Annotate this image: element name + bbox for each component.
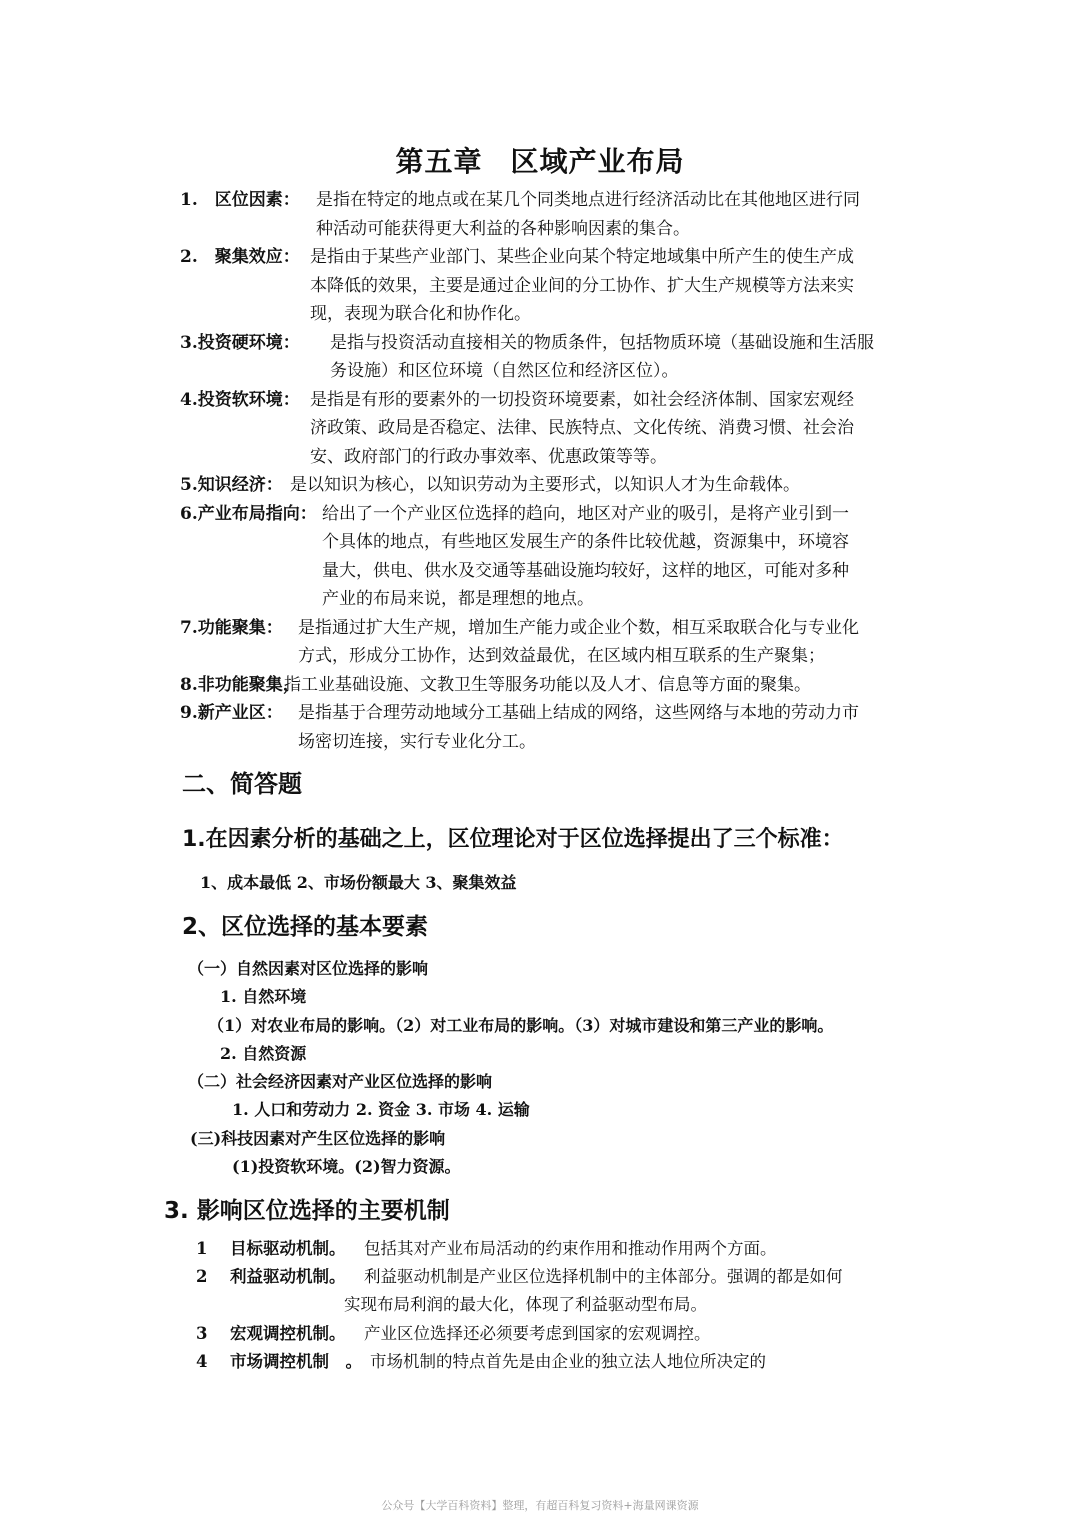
definition-text-continued: 方式，形成分工协作，达到效益最优，在区域内相互联系的生产聚集； <box>298 646 825 666</box>
definition-text: 是指在特定的地点或在某几个同类地点进行经济活动比在其他地区进行同 <box>316 190 860 210</box>
definition-text: 是指由于某些产业部门、某些企业向某个特定地域集中所产生的使生产成 <box>310 247 854 267</box>
definition-term: 7.功能聚集： <box>180 617 283 638</box>
definition-term: 8.非功能聚集， <box>180 674 300 695</box>
mechanism-name: 市场调控机制 。 <box>230 1352 362 1371</box>
definition-term: 3.投资硬环境： <box>180 332 300 353</box>
mechanism-item <box>196 1235 926 1263</box>
q2-line: （1）对农业布局的影响。（2）对工业布局的影响。（3）对城市建设和第三产业的影响。 <box>208 1016 834 1035</box>
definition-term: 2. 聚集效应： <box>180 247 300 267</box>
mechanism-name: 宏观调控机制。 <box>230 1324 346 1343</box>
question-3-title: 3. 影响区位选择的主要机制 <box>164 1198 450 1224</box>
definition-text: 是以知识为核心，以知识劳动为主要形式，以知识人才为生命载体。 <box>290 475 800 495</box>
definition-text-continued: 安、政府部门的行政办事效率、优惠政策等等。 <box>310 446 667 467</box>
mechanism-number: 3 <box>196 1324 208 1343</box>
mechanism-item <box>196 1320 926 1348</box>
definition-text: 是指是有形的要素外的一切投资环境要素，如社会经济体制、国家宏观经 <box>310 389 854 410</box>
definition-term: 6.产业布局指向： <box>180 503 317 524</box>
definition-text: 指工业基础设施、文教卫生等服务功能以及人才、信息等方面的聚集。 <box>284 674 811 695</box>
definition-item <box>180 471 920 500</box>
definition-body <box>180 471 920 500</box>
definition-text-continued: 本降低的效果，主要是通过企业间的分工协作、扩大生产规模等方法来实 <box>310 275 854 296</box>
definition-text-continued: 现，表现为联合化和协作化。 <box>310 304 531 324</box>
definition-text-continued: 务设施）和区位环境（自然区位和经济区位）。 <box>330 361 679 381</box>
q2-line: (三)科技因素对产生区位选择的影响 <box>190 1129 446 1148</box>
definition-body <box>180 699 920 756</box>
definitions-list <box>180 186 920 756</box>
definition-term: 9.新产业区： <box>180 703 283 723</box>
definition-text-continued: 产业的布局来说，都是理想的地点。 <box>322 589 594 609</box>
definition-text: 给出了一个产业区位选择的趋向，地区对产业的吸引，是将产业引到一 <box>322 503 849 524</box>
definition-term: 4.投资软环境： <box>180 389 300 410</box>
definition-term: 5.知识经济： <box>180 475 283 495</box>
definition-item <box>180 186 920 243</box>
mechanism-item <box>196 1263 926 1319</box>
definition-item <box>180 500 920 614</box>
definition-item <box>180 671 920 700</box>
q2-line: 1. 人口和劳动力 2. 资金 3. 市场 4. 运输 <box>232 1100 530 1119</box>
mechanism-text: 市场机制的特点首先是由企业的独立法人地位所决定的 <box>370 1352 766 1371</box>
chapter-title <box>0 140 1080 180</box>
q2-line: （一）自然因素对区位选择的影响 <box>188 959 429 978</box>
chapter-number: 第五章 <box>395 145 483 178</box>
mechanism-text: 包括其对产业布局活动的约束作用和推动作用两个方面。 <box>364 1239 777 1258</box>
definition-text: 是指通过扩大生产规，增加生产能力或企业个数，相互采取联合化与专业化 <box>298 617 859 638</box>
definition-item <box>180 243 920 329</box>
mechanism-number: 1 <box>196 1239 208 1258</box>
definition-body <box>180 614 920 671</box>
mechanism-name: 目标驱动机制。 <box>230 1239 346 1258</box>
mechanism-text: 利益驱动机制是产业区位选择机制中的主体部分。强调的都是如何 <box>364 1267 843 1286</box>
question-1-answer: 1、成本最低 2、市场份额最大 3、聚集效益 <box>200 873 517 892</box>
definition-item <box>180 614 920 671</box>
q2-line: （二）社会经济因素对产业区位选择的影响 <box>188 1072 493 1091</box>
q2-line: 1. 自然环境 <box>220 987 307 1006</box>
definition-text-continued: 量大，供电、供水及交通等基础设施均较好，这样的地区，可能对多种 <box>322 560 849 581</box>
mechanism-text: 产业区位选择还必须要考虑到国家的宏观调控。 <box>364 1324 711 1343</box>
definition-term: 1. 区位因素： <box>180 190 300 210</box>
definition-text: 是指与投资活动直接相关的物质条件，包括物质环境（基础设施和生活服 <box>330 332 874 353</box>
section-heading-short-answer: 二、简答题 <box>182 770 302 798</box>
footer-watermark: 公众号【大学百科资料】整理，有超百科复习资料+海量网课资源 <box>381 1499 699 1512</box>
chapter-name: 区域产业布局 <box>510 145 685 178</box>
q2-line: (1)投资软环境。(2)智力资源。 <box>232 1157 461 1176</box>
mechanism-name: 利益驱动机制。 <box>230 1267 346 1286</box>
definition-text-continued: 济政策、政局是否稳定、法律、民族特点、文化传统、消费习惯、社会治 <box>310 418 854 438</box>
mechanism-number: 2 <box>196 1267 208 1286</box>
definition-item <box>180 699 920 756</box>
question-2-title: 2、区位选择的基本要素 <box>182 914 429 940</box>
definition-item <box>180 329 920 386</box>
definition-text-continued: 场密切连接，实行专业化分工。 <box>298 731 536 752</box>
definition-text-continued: 个具体的地点，有些地区发展生产的条件比较优越，资源集中，环境容 <box>322 532 849 552</box>
definition-item <box>180 386 920 472</box>
question-1: 1.在因素分析的基础之上，区位理论对于区位选择提出了三个标准： <box>182 827 844 852</box>
definition-text-continued: 种活动可能获得更大利益的各种影响因素的集合。 <box>316 218 690 239</box>
definition-text: 是指基于合理劳动地域分工基础上结成的网络，这些网络与本地的劳动力市 <box>298 703 859 723</box>
mechanism-number: 4 <box>196 1352 208 1371</box>
q2-line: 2. 自然资源 <box>220 1044 307 1063</box>
mechanism-text: 实现布局利润的最大化，体现了利益驱动型布局。 <box>344 1295 707 1314</box>
mechanism-item <box>196 1348 926 1376</box>
